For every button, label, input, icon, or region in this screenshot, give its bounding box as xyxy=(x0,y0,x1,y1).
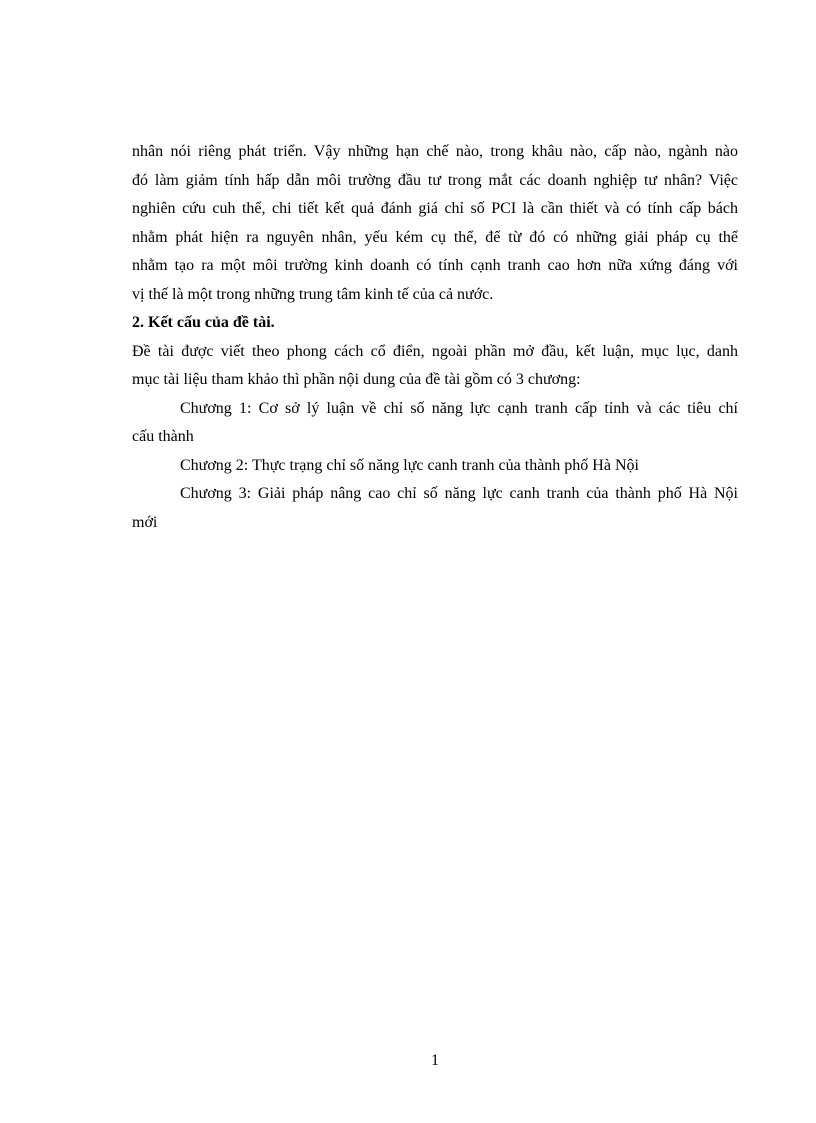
section-para-line-2: mục tài liệu tham khảo thì phần nội dung của đề tài gồm có 3 chương: xyxy=(132,371,581,388)
intro-line-1: nhân nói riêng phát triển. Vậy những hạn chế nào, trong khâu nào, cấp nào, ngành nào xyxy=(132,143,738,160)
intro-line-5: nhằm tạo ra một môi trường kinh doanh có tính cạnh tranh cao hơn nữa xứng đáng với xyxy=(132,257,738,274)
intro-line-4: nhằm phát hiện ra nguyên nhân, yếu kém cụ thể, để từ đó có những giải pháp cụ thể xyxy=(132,228,738,246)
intro-line-2: đó làm giảm tính hấp dẫn môi trường đầu tư trong mắt các doanh nghiệp tư nhân? Việc xyxy=(132,171,738,189)
section-para-line-1: Đề tài được viết theo phong cách cổ điển, ngoài phần mở đầu, kết luận, mục lục, danh xyxy=(132,342,738,360)
chapter-3-line-2: mới xyxy=(132,513,158,531)
chapter-2-line-1: Chương 2: Thực trạng chỉ số năng lực canh tranh của thành phố Hà Nội xyxy=(180,456,639,474)
page-number: 1 xyxy=(431,1052,439,1069)
section-heading: 2. Kết cấu của đề tài. xyxy=(132,314,275,331)
body-text xyxy=(132,138,738,537)
intro-line-6: vị thế là một trong những trung tâm kinh tế của cả nước. xyxy=(132,285,494,303)
intro-line-3: nghiên cứu cuh thể, chi tiết kết quả đánh giá chỉ số PCI là cần thiết và có tính cấp bách xyxy=(132,200,738,217)
chapter-1-line-2: cấu thành xyxy=(132,428,194,445)
chapter-1-line-1: Chương 1: Cơ sở lý luận về chỉ số năng lực cạnh tranh cấp tỉnh và các tiêu chí xyxy=(180,399,738,417)
chapter-3-line-1: Chương 3: Giải pháp nâng cao chỉ số năng lực canh tranh của thành phố Hà Nội xyxy=(180,485,738,502)
